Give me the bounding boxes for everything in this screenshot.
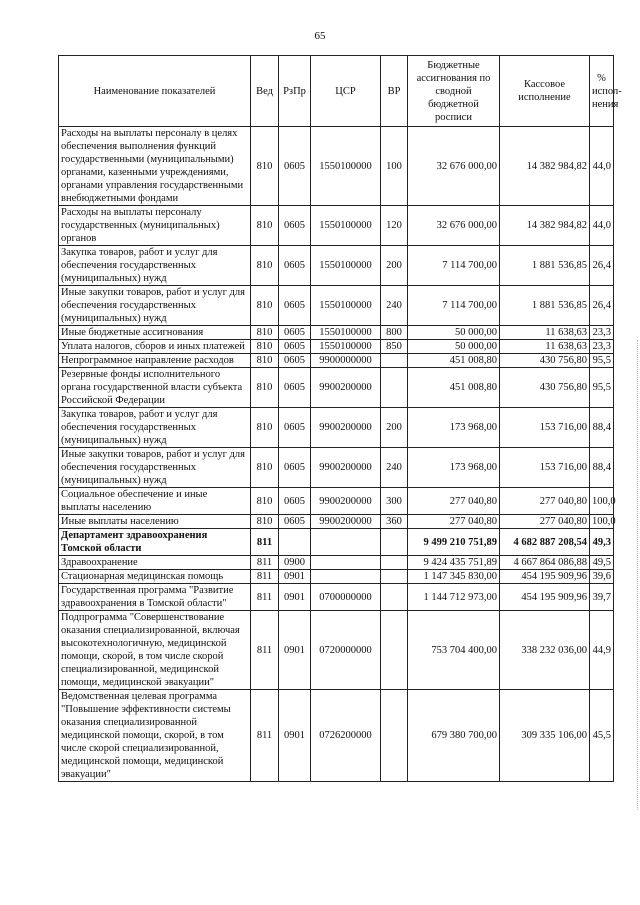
cell-ved: 810 xyxy=(251,246,279,286)
cell-csr: 9900200000 xyxy=(311,448,381,488)
cell-cash: 277 040,80 xyxy=(500,488,590,515)
cell-ved: 810 xyxy=(251,488,279,515)
header-cash: Кассовое исполнение xyxy=(500,56,590,127)
cell-ved: 810 xyxy=(251,206,279,246)
cell-vr: 200 xyxy=(381,408,408,448)
cell-rzpr: 0901 xyxy=(279,570,311,584)
cell-vr xyxy=(381,368,408,408)
cell-budget: 7 114 700,00 xyxy=(408,286,500,326)
cell-csr xyxy=(311,529,381,556)
cell-ved: 811 xyxy=(251,556,279,570)
cell-name: Здравоохранение xyxy=(59,556,251,570)
cell-name: Расходы на выплаты персоналу в целях обеспечения выполнения функций государственными (муниципальными) органами, казенными учреждениями, органами управления государственными внебюджетными фондами xyxy=(59,127,251,206)
cell-rzpr: 0605 xyxy=(279,515,311,529)
cell-percent: 44,0 xyxy=(590,127,614,206)
cell-rzpr: 0605 xyxy=(279,326,311,340)
cell-name: Резервные фонды исполнительного органа государственной власти субъекта Российской Федерации xyxy=(59,368,251,408)
cell-vr xyxy=(381,611,408,690)
table-row xyxy=(59,246,614,286)
cell-cash: 11 638,63 xyxy=(500,340,590,354)
cell-rzpr: 0605 xyxy=(279,127,311,206)
cell-ved: 811 xyxy=(251,529,279,556)
cell-percent: 45,5 xyxy=(590,690,614,782)
cell-csr: 1550100000 xyxy=(311,326,381,340)
cell-budget: 277 040,80 xyxy=(408,515,500,529)
cell-rzpr: 0605 xyxy=(279,368,311,408)
cell-ved: 810 xyxy=(251,515,279,529)
cell-cash: 277 040,80 xyxy=(500,515,590,529)
table-row xyxy=(59,570,614,584)
header-vr: ВР xyxy=(381,56,408,127)
cell-percent: 88,4 xyxy=(590,408,614,448)
table-row xyxy=(59,556,614,570)
cell-rzpr: 0605 xyxy=(279,354,311,368)
header-percent: % испол-нения xyxy=(590,56,614,127)
cell-name: Социальное обеспечение и иные выплаты населению xyxy=(59,488,251,515)
cell-vr xyxy=(381,584,408,611)
cell-name: Расходы на выплаты персоналу государственных (муниципальных) органов xyxy=(59,206,251,246)
cell-budget: 50 000,00 xyxy=(408,326,500,340)
cell-ved: 811 xyxy=(251,690,279,782)
cell-name: Закупка товаров, работ и услуг для обеспечения государственных (муниципальных) нужд xyxy=(59,408,251,448)
table-row xyxy=(59,408,614,448)
cell-vr: 240 xyxy=(381,448,408,488)
cell-percent: 49,3 xyxy=(590,529,614,556)
cell-percent: 44,0 xyxy=(590,206,614,246)
table-header-row xyxy=(59,56,614,127)
cell-budget: 32 676 000,00 xyxy=(408,206,500,246)
cell-budget: 173 968,00 xyxy=(408,448,500,488)
table-row xyxy=(59,515,614,529)
cell-rzpr: 0901 xyxy=(279,584,311,611)
cell-csr: 9900200000 xyxy=(311,368,381,408)
cell-vr xyxy=(381,354,408,368)
cell-rzpr: 0900 xyxy=(279,556,311,570)
cell-vr: 850 xyxy=(381,340,408,354)
table-row xyxy=(59,286,614,326)
cell-percent: 49,5 xyxy=(590,556,614,570)
table-row xyxy=(59,340,614,354)
cell-rzpr: 0605 xyxy=(279,448,311,488)
cell-name: Иные бюджетные ассигнования xyxy=(59,326,251,340)
cell-budget: 753 704 400,00 xyxy=(408,611,500,690)
cell-ved: 810 xyxy=(251,286,279,326)
page-number: 65 xyxy=(314,30,326,42)
cell-csr: 9900200000 xyxy=(311,515,381,529)
cell-vr: 360 xyxy=(381,515,408,529)
cell-csr: 1550100000 xyxy=(311,246,381,286)
cell-cash: 1 881 536,85 xyxy=(500,286,590,326)
cell-budget: 9 424 435 751,89 xyxy=(408,556,500,570)
cell-rzpr: 0901 xyxy=(279,611,311,690)
cell-name: Ведомственная целевая программа "Повышение эффективности системы оказания специализированной медицинской помощи, скорой, в том числе скорой специализированной, медицинской помощи, медицинской эвакуации" xyxy=(59,690,251,782)
cell-name: Государственная программа "Развитие здравоохранения в Томской области" xyxy=(59,584,251,611)
cell-budget: 1 147 345 830,00 xyxy=(408,570,500,584)
header-ved: Вед xyxy=(251,56,279,127)
cell-ved: 810 xyxy=(251,127,279,206)
cell-cash: 153 716,00 xyxy=(500,408,590,448)
cell-rzpr xyxy=(279,529,311,556)
cell-csr xyxy=(311,556,381,570)
cell-rzpr: 0605 xyxy=(279,488,311,515)
cell-budget: 7 114 700,00 xyxy=(408,246,500,286)
cell-ved: 810 xyxy=(251,340,279,354)
cell-cash: 430 756,80 xyxy=(500,354,590,368)
cell-vr xyxy=(381,570,408,584)
cell-vr xyxy=(381,690,408,782)
cell-vr: 120 xyxy=(381,206,408,246)
cell-ved: 811 xyxy=(251,611,279,690)
cell-cash: 1 881 536,85 xyxy=(500,246,590,286)
cell-percent: 39,7 xyxy=(590,584,614,611)
cell-budget: 679 380 700,00 xyxy=(408,690,500,782)
cell-ved: 811 xyxy=(251,584,279,611)
cell-ved: 811 xyxy=(251,570,279,584)
cell-vr xyxy=(381,556,408,570)
table-row xyxy=(59,368,614,408)
cell-percent: 100,0 xyxy=(590,515,614,529)
cell-vr: 100 xyxy=(381,127,408,206)
cell-ved: 810 xyxy=(251,326,279,340)
cell-percent: 26,4 xyxy=(590,246,614,286)
cell-budget: 277 040,80 xyxy=(408,488,500,515)
cell-name: Подпрограмма "Совершенствование оказания специализированной, включая высокотехнологичную, медицинской помощи, скорой, в том числе скорой специализированной, медицинской помощи, медицинской эвакуации" xyxy=(59,611,251,690)
cell-rzpr: 0605 xyxy=(279,206,311,246)
header-name: Наименование показателей xyxy=(59,56,251,127)
cell-cash: 454 195 909,96 xyxy=(500,584,590,611)
table-row xyxy=(59,529,614,556)
cell-vr: 200 xyxy=(381,246,408,286)
cell-rzpr: 0901 xyxy=(279,690,311,782)
cell-percent: 100,0 xyxy=(590,488,614,515)
cell-percent: 88,4 xyxy=(590,448,614,488)
cell-ved: 810 xyxy=(251,448,279,488)
cell-name: Стационарная медицинская помощь xyxy=(59,570,251,584)
cell-rzpr: 0605 xyxy=(279,408,311,448)
cell-cash: 14 382 984,82 xyxy=(500,127,590,206)
cell-vr xyxy=(381,529,408,556)
page-edge-dots xyxy=(636,340,638,810)
cell-vr: 240 xyxy=(381,286,408,326)
cell-cash: 4 667 864 086,88 xyxy=(500,556,590,570)
cell-name: Департамент здравоохранения Томской области xyxy=(59,529,251,556)
cell-rzpr: 0605 xyxy=(279,340,311,354)
cell-percent: 23,3 xyxy=(590,326,614,340)
header-rzpr: РзПр xyxy=(279,56,311,127)
table-row xyxy=(59,127,614,206)
header-csr: ЦСР xyxy=(311,56,381,127)
cell-percent: 26,4 xyxy=(590,286,614,326)
cell-cash: 430 756,80 xyxy=(500,368,590,408)
budget-table xyxy=(58,55,622,782)
cell-percent: 39,6 xyxy=(590,570,614,584)
cell-name: Иные закупки товаров, работ и услуг для обеспечения государственных (муниципальных) нужд xyxy=(59,448,251,488)
cell-percent: 95,5 xyxy=(590,368,614,408)
cell-budget: 1 144 712 973,00 xyxy=(408,584,500,611)
cell-cash: 153 716,00 xyxy=(500,448,590,488)
table-row xyxy=(59,206,614,246)
cell-budget: 9 499 210 751,89 xyxy=(408,529,500,556)
cell-rzpr: 0605 xyxy=(279,246,311,286)
cell-name: Закупка товаров, работ и услуг для обеспечения государственных (муниципальных) нужд xyxy=(59,246,251,286)
cell-percent: 44,9 xyxy=(590,611,614,690)
cell-vr: 300 xyxy=(381,488,408,515)
cell-csr xyxy=(311,570,381,584)
table-row xyxy=(59,611,614,690)
cell-name: Непрограммное направление расходов xyxy=(59,354,251,368)
cell-ved: 810 xyxy=(251,408,279,448)
cell-budget: 50 000,00 xyxy=(408,340,500,354)
cell-csr: 1550100000 xyxy=(311,340,381,354)
cell-percent: 23,3 xyxy=(590,340,614,354)
cell-vr: 800 xyxy=(381,326,408,340)
cell-ved: 810 xyxy=(251,354,279,368)
table-row xyxy=(59,690,614,782)
cell-rzpr: 0605 xyxy=(279,286,311,326)
table-row xyxy=(59,488,614,515)
cell-csr: 9900200000 xyxy=(311,408,381,448)
cell-cash: 14 382 984,82 xyxy=(500,206,590,246)
cell-budget: 32 676 000,00 xyxy=(408,127,500,206)
cell-budget: 451 008,80 xyxy=(408,354,500,368)
table-row xyxy=(59,354,614,368)
cell-csr: 1550100000 xyxy=(311,286,381,326)
cell-name: Иные выплаты населению xyxy=(59,515,251,529)
cell-cash: 4 682 887 208,54 xyxy=(500,529,590,556)
table-row xyxy=(59,326,614,340)
cell-cash: 338 232 036,00 xyxy=(500,611,590,690)
cell-csr: 0720000000 xyxy=(311,611,381,690)
cell-csr: 0700000000 xyxy=(311,584,381,611)
cell-percent: 95,5 xyxy=(590,354,614,368)
header-budget: Бюджетные ассигнования по сводной бюджетной росписи xyxy=(408,56,500,127)
cell-csr: 1550100000 xyxy=(311,127,381,206)
cell-name: Иные закупки товаров, работ и услуг для обеспечения государственных (муниципальных) нужд xyxy=(59,286,251,326)
cell-name: Уплата налогов, сборов и иных платежей xyxy=(59,340,251,354)
cell-csr: 9900000000 xyxy=(311,354,381,368)
cell-cash: 454 195 909,96 xyxy=(500,570,590,584)
cell-budget: 173 968,00 xyxy=(408,408,500,448)
cell-ved: 810 xyxy=(251,368,279,408)
cell-cash: 11 638,63 xyxy=(500,326,590,340)
cell-budget: 451 008,80 xyxy=(408,368,500,408)
cell-csr: 9900200000 xyxy=(311,488,381,515)
cell-csr: 1550100000 xyxy=(311,206,381,246)
table-row xyxy=(59,448,614,488)
table-row xyxy=(59,584,614,611)
cell-csr: 0726200000 xyxy=(311,690,381,782)
cell-cash: 309 335 106,00 xyxy=(500,690,590,782)
